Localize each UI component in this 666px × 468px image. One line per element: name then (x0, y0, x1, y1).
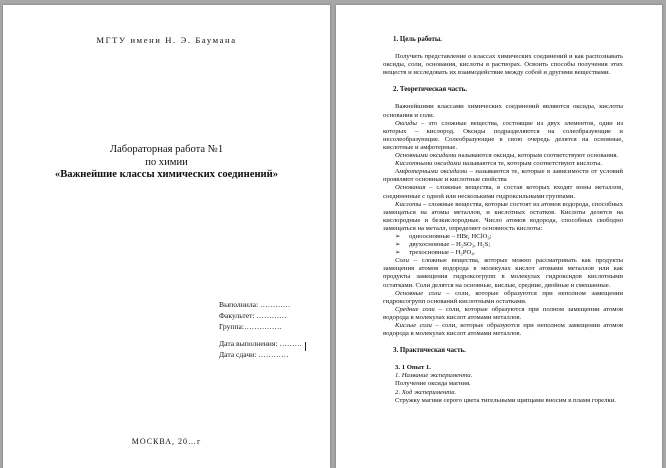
intro-paragraph: Важнейшими классами химических соединений являются оксиды, кислоты основания и соли. (383, 103, 623, 119)
list-item: ➢ трехосновные – H₃PO₄. (395, 249, 476, 257)
content-page (336, 5, 662, 468)
experiment-name-text: Получение оксида магния. (395, 380, 471, 388)
acids-paragraph: Кислоты – сложные вещества, которые состоят из атомов водорода, способных замещаться на атомы металлов, и кислотных остатков. Кислоты делятся на кислородные и безкислородные. Число атомов водорода, способных свободно замещаться на металл, определяет основность кислоты: (383, 200, 623, 232)
university-name: МГТУ имени Н. Э. Баумана (96, 35, 237, 45)
experiment-name-label: 1. Название эксперимента. (395, 372, 473, 380)
section-2-title: 2. Теоретическая часть. (393, 86, 467, 94)
amphoteric-oxides-paragraph: Амфотерными оксидами – называются те, которые в зависимости от условий проявляют основные и кислотные свойства (383, 168, 623, 184)
completed-field: Выполнила: ………… (219, 300, 291, 309)
acid-oxides-paragraph: Кислотными оксидами называются те, которым соответствуют кислоты. (395, 160, 602, 168)
date-done-field: Дата выполнения: ……… (219, 339, 303, 348)
experiment-process-text: Стружку магния серого цвета тигельными щипцами вносим в пламя горелки. (395, 396, 616, 404)
city-year: МОСКВА, 20…г (131, 437, 202, 446)
title-line-3: «Важнейшие классы химических соединений» (54, 169, 279, 180)
title-page (3, 5, 330, 468)
group-field: Группа:…………… (219, 322, 282, 331)
date-submitted-field: Дата сдачи: ………… (219, 350, 289, 359)
salts-paragraph: Соли – сложные вещества, которые можно рассматривать как продукты замещения атомов водорода в молекулах кислот атомами металлов или как продукты замещения гидроксогрупп в молекулах гидроксидов кислотными остатками. Соли делятся на основные, кислые, средние, двойные и смешанные. (383, 257, 623, 289)
bases-paragraph: Основания – сложные вещества, в состав которых входят ионы металлов, соединенные с одной или несколькими гидроксильными группами. (383, 184, 623, 200)
experiment-1-title: 3. 1 Опыт 1. (395, 364, 431, 372)
experiment-process-label: 2. Ход эксперимента. (395, 388, 457, 396)
arrow-bullet-icon: ➢ (395, 232, 401, 240)
section-3-title: 3. Практическая часть. (393, 347, 466, 355)
section-1-title: 1. Цель работы. (393, 36, 443, 43)
oxides-paragraph: Оксиды – это сложные вещества, состоящие из двух элементов, один из которых – кислород. Оксиды подразделяются на солеобразующие и несолеобразующие. Солеобразующие в свою очередь делятся на основные, кислотные и амфотерные. (383, 119, 623, 151)
text-cursor (305, 342, 306, 351)
acid-salts-paragraph: Кислые соли – соли, которые образуются при неполном замещении атомов водорода в молекулах кислот атомами металлов. (383, 322, 623, 338)
title-line-1: Лабораторная работа №1 (109, 144, 224, 155)
lab-title (3, 144, 330, 182)
content-body (383, 36, 623, 405)
basic-oxides-paragraph: Основными оксидами называются оксиды, которым соответствуют основания. (395, 152, 619, 160)
section-1-text: Получить представление о классах химических соединений и как распознавать оксиды, соли, основания, кислоты в растворах. Освоить способы получения этих веществ и исследовать их взаимодействие между собой и другими веществами. (383, 53, 623, 77)
arrow-bullet-icon: ➢ (395, 241, 401, 249)
basic-salts-paragraph: Основные соли – соли, которые образуются при неполном замещении гидроксогрупп оснований кислотными остатками. (383, 289, 623, 305)
title-line-2: по химии (145, 156, 188, 168)
arrow-bullet-icon: ➢ (395, 249, 401, 257)
acid-basicity-list (383, 233, 623, 257)
list-item: ➢ одноосновные – HBr, HClO₃; (395, 232, 492, 240)
middle-salts-paragraph: Средние соли – соли, которые образуются при полном замещении атомов водорода в молекулах кислот атомами металлов. (383, 305, 623, 321)
faculty-field: Факультет: ………… (219, 311, 287, 320)
list-item: ➢ двухосновные – H₂SO₃, H₂S; (395, 241, 491, 249)
student-form (219, 299, 302, 360)
